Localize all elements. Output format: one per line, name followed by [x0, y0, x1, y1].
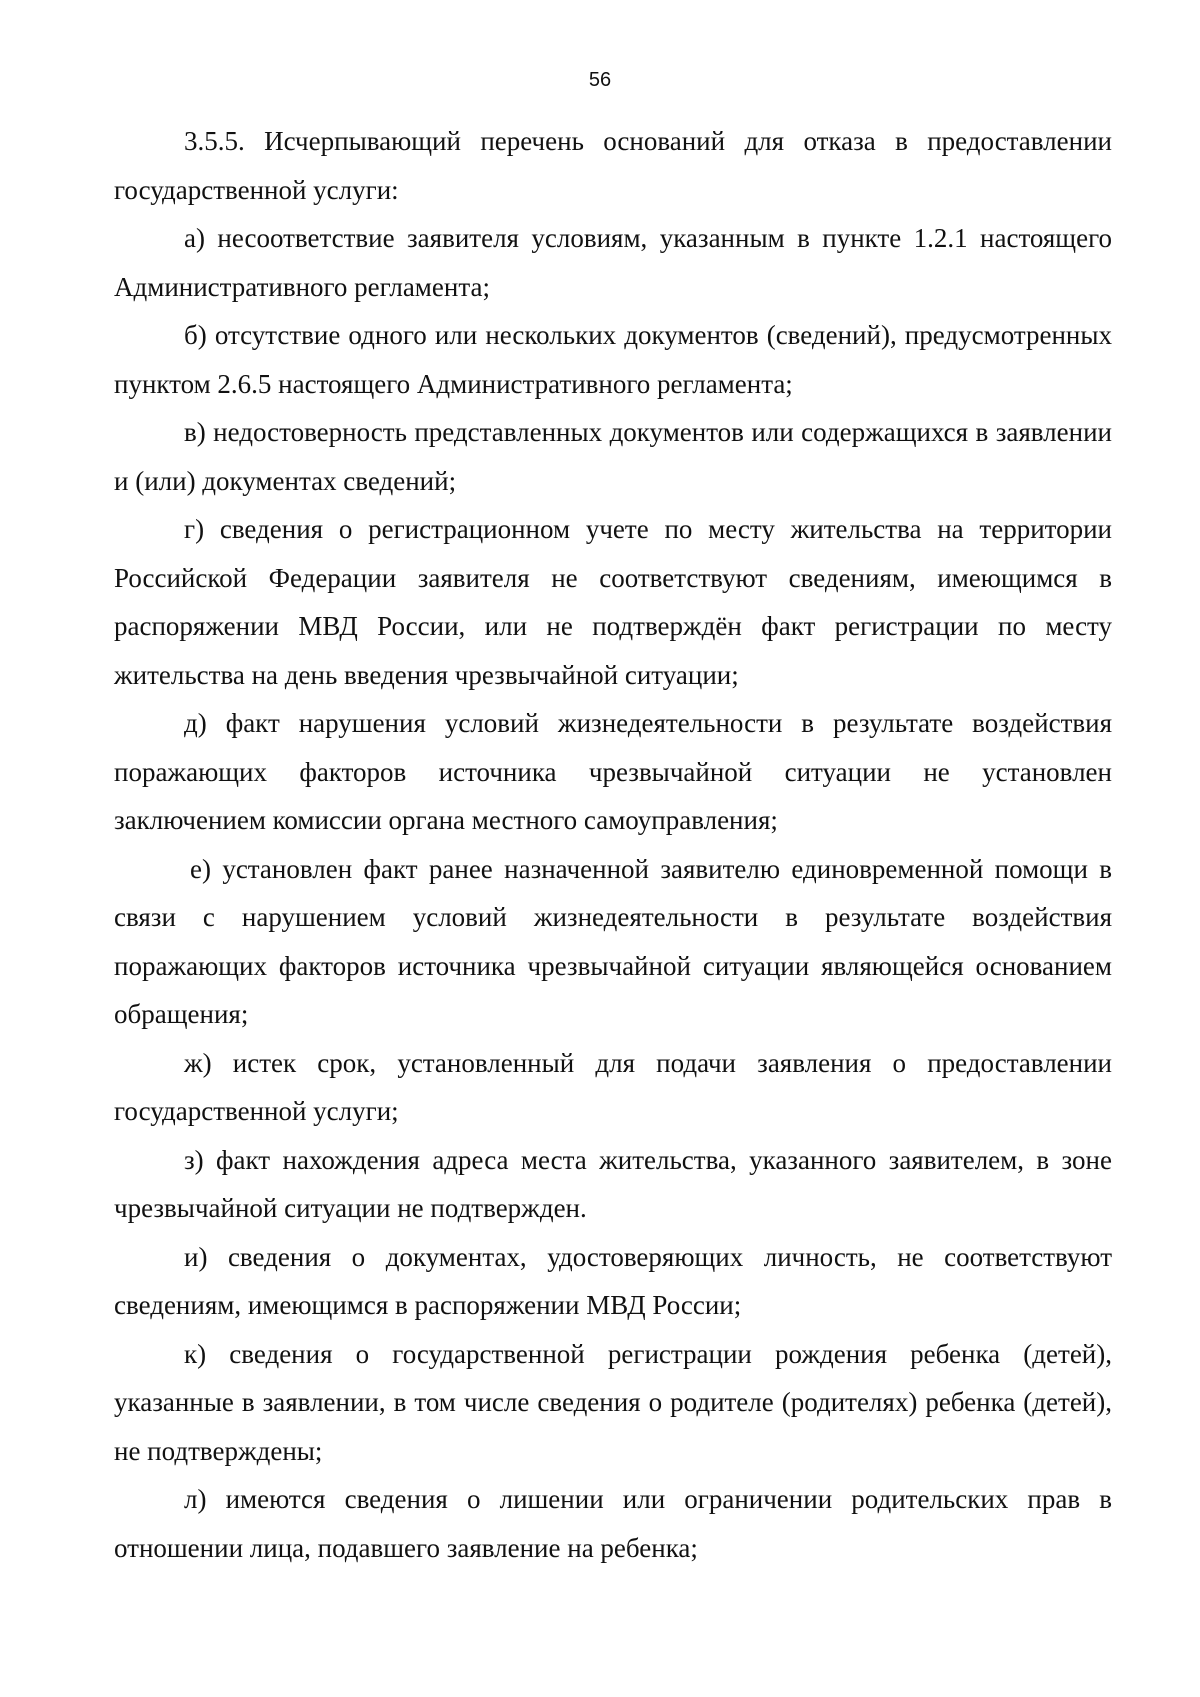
list-item-g: г) сведения о регистрационном учете по месту жительства на территории Российской Федерации заявителя не соответствуют сведениям, имеющимся в распоряжении МВД России, или не подтверждён факт регистрации по месту жительства на день введения чрезвычайной ситуации; [114, 514, 1112, 690]
list-item-b: б) отсутствие одного или нескольких документов (сведений), предусмотренных пунктом 2.6.5 настоящего Административного регламента; [114, 320, 1112, 399]
document-body [114, 117, 1112, 1572]
list-item-z: з) факт нахождения адреса места жительства, указанного заявителем, в зоне чрезвычайной ситуации не подтвержден. [114, 1144, 1112, 1223]
list-item-l: л) имеются сведения о лишении или ограничении родительских прав в отношении лица, подавшего заявление на ребенка; [114, 1484, 1112, 1563]
list-item-v: в) недостоверность представленных документов или содержащихся в заявлении и (или) документах сведений; [114, 417, 1112, 496]
list-item-e: е) установлен факт ранее назначенной заявителю единовременной помощи в связи с нарушением условий жизнедеятельности в результате воздействия поражающих факторов источника чрезвычайной ситуации являющейся основанием обращения; [114, 853, 1112, 1029]
list-item-d: д) факт нарушения условий жизнедеятельности в результате воздействия поражающих факторов источника чрезвычайной ситуации не установлен заключением комиссии органа местного самоуправления; [114, 708, 1112, 835]
section-heading-paragraph: 3.5.5. Исчерпывающий перечень оснований для отказа в предоставлении государственной услуги: [114, 126, 1112, 205]
list-item-zh: ж) истек срок, установленный для подачи заявления о предоставлении государственной услуги; [114, 1047, 1112, 1126]
page-number: 56 [588, 69, 612, 91]
list-item-k: к) сведения о государственной регистрации рождения ребенка (детей), указанные в заявлении, в том числе сведения о родителе (родителях) ребенка (детей), не подтверждены; [114, 1338, 1112, 1466]
list-item-a: а) несоответствие заявителя условиям, указанным в пункте 1.2.1 настоящего Административного регламента; [114, 223, 1112, 302]
list-item-i: и) сведения о документах, удостоверяющих личность, не соответствуют сведениям, имеющимся в распоряжении МВД России; [114, 1241, 1112, 1320]
